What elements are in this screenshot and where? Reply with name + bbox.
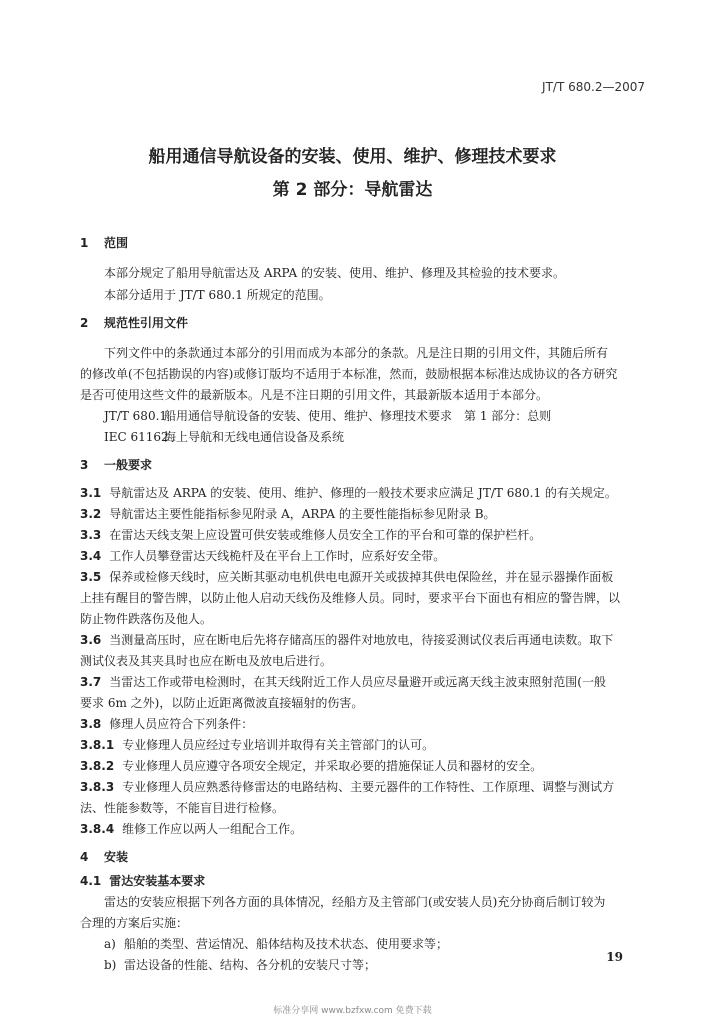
clause-number: 3.8.3 xyxy=(80,780,115,794)
section-heading-1 xyxy=(80,234,128,251)
clause-number: 3.8.4 xyxy=(80,822,115,836)
paragraph-line: 合理的方案后实施： xyxy=(80,916,189,930)
clause-number: 3.5 xyxy=(80,570,102,584)
clause-3-2 xyxy=(80,505,496,522)
reference-item xyxy=(104,407,551,424)
clause-text: 在雷达天线支架上应设置可供安装或维修人员安全工作的平台和可靠的保护栏杆。 xyxy=(109,528,542,542)
clause-text-continued: 防止物件跌落伤及他人。 xyxy=(80,612,213,626)
paragraph-line: 下列文件中的条款通过本部分的引用而成为本部分的条款。凡是注日期的引用文件，其随后所有 xyxy=(104,346,609,360)
section-number: 4 xyxy=(80,850,89,864)
section-heading-2 xyxy=(80,314,188,331)
clause-text: 保养或检修天线时，应关断其驱动电机供电电源开关或拔掉其供电保险丝，并在显示器操作面板 xyxy=(109,570,614,584)
watermark-footer: 标准分享网 www.bzfxw.com 免费下载 xyxy=(273,1006,432,1016)
section-number: 1 xyxy=(80,236,89,250)
clause-text-continued: 法、性能参数等，不能盲目进行检修。 xyxy=(80,801,285,815)
section-heading-3 xyxy=(80,456,152,473)
clause-3-4 xyxy=(80,547,445,564)
document-subtitle: 第 2 部分：导航雷达 xyxy=(272,180,433,200)
clause-3-7 xyxy=(80,673,606,690)
clause-3-3 xyxy=(80,526,541,543)
list-item-a xyxy=(104,935,448,952)
paragraph: 本部分规定了船用导航雷达及 ARPA 的安装、使用、维护、修理及其检验的技术要求。 xyxy=(104,266,565,280)
clause-number: 3.8 xyxy=(80,717,102,731)
reference-title: 船用通信导航设备的安装、使用、维护、修理技术要求 第 1 部分：总则 xyxy=(164,409,552,423)
document-code: JT/T 680.2—2007 xyxy=(542,80,645,94)
clause-text: 修理人员应符合下列条件： xyxy=(109,717,254,731)
clause-number: 3.3 xyxy=(80,528,102,542)
clause-3-6 xyxy=(80,631,613,648)
clause-text: 当雷达工作或带电检测时，在其天线附近工作人员应尽量避开或远离天线主波束照射范围(一般 xyxy=(109,675,606,689)
clause-3-8 xyxy=(80,715,253,732)
clause-text: 导航雷达主要性能指标参见附录 A，ARPA 的主要性能指标参见附录 B。 xyxy=(109,507,496,521)
list-item-b xyxy=(104,956,376,973)
section-number: 2 xyxy=(80,316,89,330)
clause-number: 4.1 xyxy=(80,874,102,888)
clause-text: 专业修理人员应熟悉待修雷达的电路结构、主要元器件的工作特性、工作原理、调整与测试方 xyxy=(122,780,615,794)
list-item-text: 雷达设备的性能、结构、各分机的安装尺寸等； xyxy=(124,958,377,972)
clause-3-8-4 xyxy=(80,820,302,837)
clause-number: 3.8.1 xyxy=(80,738,115,752)
section-heading-4 xyxy=(80,848,128,865)
section-title: 安装 xyxy=(104,850,129,864)
clause-number: 3.4 xyxy=(80,549,102,563)
clause-text: 专业修理人员应遵守各项安全规定，并采取必要的措施保证人员和器材的安全。 xyxy=(122,759,543,773)
list-marker: b) xyxy=(104,958,117,972)
clause-text: 当测量高压时，应在断电后先将存储高压的器件对地放电，待接妥测试仪表后再通电读数。取下 xyxy=(109,633,614,647)
clause-3-8-1 xyxy=(80,736,434,753)
paragraph-line: 雷达的安装应根据下列各方面的具体情况，经船方及主管部门(或安装人员)充分协商后制订较为 xyxy=(104,895,606,909)
document-title: 船用通信导航设备的安装、使用、维护、修理技术要求 xyxy=(148,147,557,167)
section-number: 3 xyxy=(80,458,89,472)
clause-title: 雷达安装基本要求 xyxy=(109,874,206,888)
clause-text: 导航雷达及 ARPA 的安装、使用、维护、修理的一般技术要求应满足 JT/T 680.1 的有关规定。 xyxy=(109,486,617,500)
list-marker: a) xyxy=(104,937,116,951)
reference-code: IEC 61162 xyxy=(104,430,169,444)
list-item-text: 船舶的类型、营运情况、船体结构及技术状态、使用要求等； xyxy=(124,937,449,951)
clause-3-1 xyxy=(80,484,617,501)
clause-number: 3.6 xyxy=(80,633,102,647)
reference-code: JT/T 680.1 xyxy=(104,409,168,423)
paragraph-line: 的修改单(不包括勘误的内容)或修订版均不适用于本标准，然而，鼓励根据本标准达成协议的各方研究 xyxy=(80,367,618,381)
clause-text: 工作人员攀登雷达天线桅杆及在平台上工作时，应系好安全带。 xyxy=(109,549,446,563)
paragraph: 本部分适用于 JT/T 680.1 所规定的范围。 xyxy=(104,288,331,302)
clause-text: 专业修理人员应经过专业培训并取得有关主管部门的认可。 xyxy=(122,738,435,752)
paragraph-line: 是否可使用这些文件的最新版本。凡是不注日期的引用文件，其最新版本适用于本部分。 xyxy=(80,388,549,402)
clause-4-1 xyxy=(80,872,213,889)
reference-item xyxy=(104,428,344,445)
section-title: 范围 xyxy=(104,236,129,250)
clause-number: 3.7 xyxy=(80,675,102,689)
clause-text-continued: 测试仪表及其夹具时也应在断电及放电后进行。 xyxy=(80,654,333,668)
clause-number: 3.8.2 xyxy=(80,759,115,773)
clause-number: 3.1 xyxy=(80,486,102,500)
section-title: 一般要求 xyxy=(104,458,153,472)
clause-number: 3.2 xyxy=(80,507,102,521)
clause-text: 维修工作应以两人一组配合工作。 xyxy=(122,822,303,836)
section-title: 规范性引用文件 xyxy=(104,316,189,330)
page-number: 19 xyxy=(606,950,623,964)
reference-title: 海上导航和无线电通信设备及系统 xyxy=(164,430,345,444)
clause-3-8-3 xyxy=(80,778,614,795)
clause-3-5 xyxy=(80,568,613,585)
clause-text-continued: 上挂有醒目的警告牌，以防止他人启动天线伤及维修人员。同时，要求平台下面也有相应的警告牌，以 xyxy=(80,591,621,605)
clause-3-8-2 xyxy=(80,757,542,774)
clause-text-continued: 要求 6m 之外)，以防止近距离微波直接辐射的伤害。 xyxy=(80,696,364,710)
